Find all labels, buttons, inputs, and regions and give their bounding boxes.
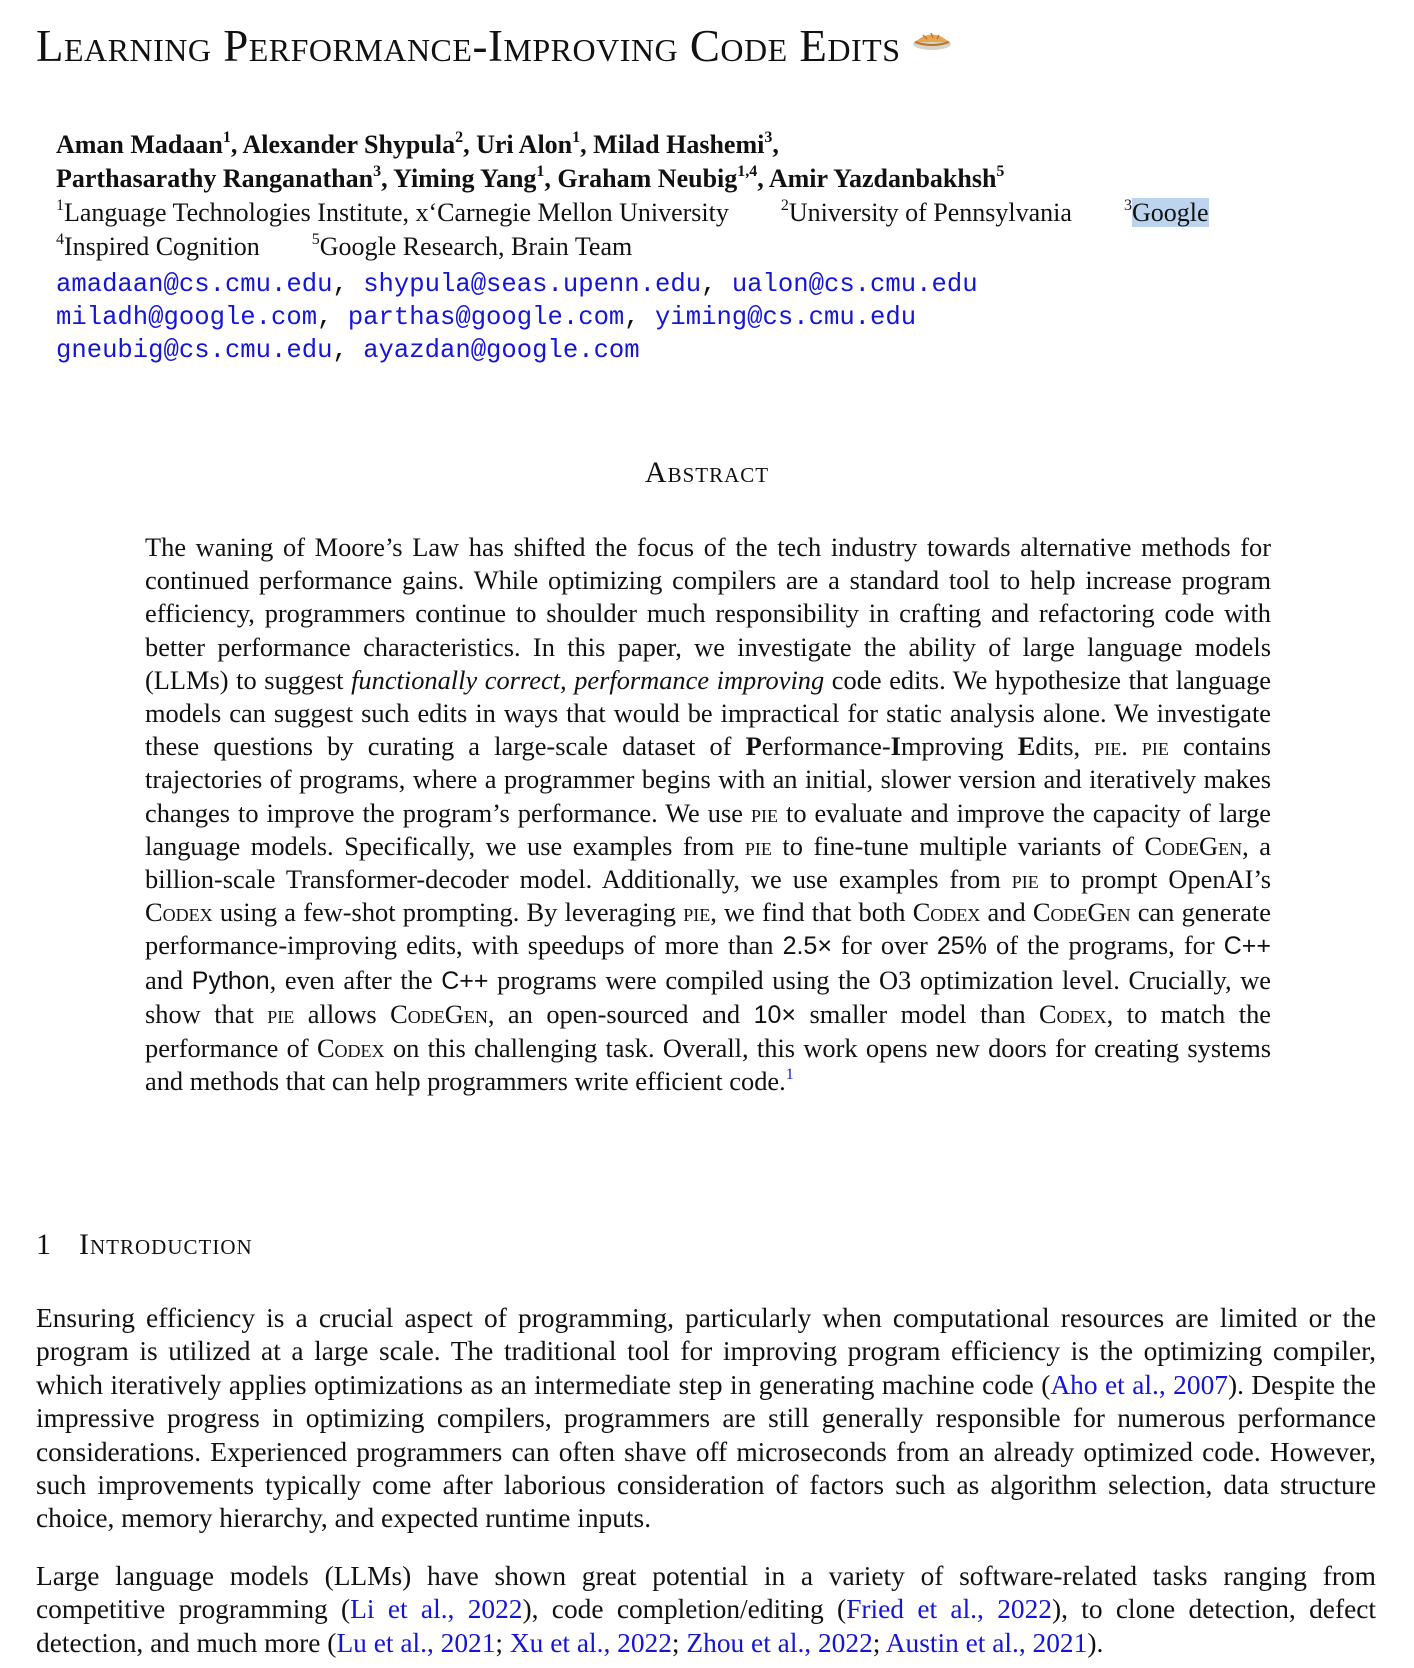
email-link[interactable]: yiming@cs.cmu.edu xyxy=(655,303,917,332)
affiliation-line-1 xyxy=(56,196,1376,230)
author-list xyxy=(56,128,1376,196)
email-line: amadaan@cs.cmu.edu, shypula@seas.upenn.edu, ualon@cs.cmu.edu xyxy=(56,270,978,299)
affiliation: $^1$Language Technologies Institute, x‘Carnegie Mellon University xyxy=(56,197,729,227)
email-link[interactable]: miladh@google.com xyxy=(56,303,318,332)
email-link[interactable]: shypula@seas.upenn.edu xyxy=(363,270,702,299)
author-line-1 xyxy=(56,128,1376,162)
section-heading-introduction: 1 Introduction xyxy=(36,1228,253,1261)
footnote-link[interactable]: 1 xyxy=(785,1066,794,1084)
author: Amir Yazdanbakhsh$^5$ xyxy=(768,163,1005,193)
pie-icon-graphic xyxy=(911,25,953,55)
author: Yiming Yang$^1$, xyxy=(393,163,558,193)
email-list xyxy=(56,268,978,367)
email-link[interactable]: parthas@google.com xyxy=(347,303,625,332)
affiliation: $^2$University of Pennsylvania xyxy=(780,197,1072,227)
affiliation: $^4$Inspired Cognition xyxy=(56,231,260,261)
selected-text-highlight[interactable]: Google xyxy=(1131,198,1209,227)
email-line: miladh@google.com, parthas@google.com, yiming@cs.cmu.edu xyxy=(56,303,917,332)
author-line-2 xyxy=(56,162,1376,196)
citation-link[interactable]: Li et al., 2022 xyxy=(350,1594,523,1625)
email-link[interactable]: amadaan@cs.cmu.edu xyxy=(56,270,333,299)
citation-link[interactable]: Fried et al., 2022 xyxy=(846,1594,1052,1625)
email-line: gneubig@cs.cmu.edu, ayazdan@google.com xyxy=(56,336,640,365)
author: Graham Neubig$^{1,4}$, xyxy=(557,163,769,193)
intro-paragraph-1: Ensuring efficiency is a crucial aspect of programming, particularly when computational resources are limited or the program is utilized at a large scale. The traditional tool for improving program efficiency is the optimizing compiler, which iteratively applies optimizations as an intermediate step in generating machine code (Aho et al., 2007). Despite the impressive progress in optimizing compilers, programmers are still generally responsible for numerous performance considerations. Experienced programmers can often shave off microseconds from an already optimized code. However, such improvements typically come after laborious consideration of factors such as algorithm selection, data structure choice, memory hierarchy, and expected runtime inputs. xyxy=(36,1303,1376,1534)
intro-paragraph-2: Large language models (LLMs) have shown great potential in a variety of software-related tasks ranging from competitive programming (Li et al., 2022), code completion/editing (Fried et al., 2022), to clone detection, defect detection, and much more (Lu et al., 2021; Xu et al., 2022; Zhou et al., 2022; Austin et al., 2021). xyxy=(36,1561,1376,1658)
citation-link[interactable]: Austin et al., 2021 xyxy=(885,1627,1088,1658)
author: Alexander Shypula$^2$, xyxy=(242,129,477,159)
citation-link[interactable]: Zhou et al., 2022 xyxy=(686,1627,873,1658)
citation-link[interactable]: Xu et al., 2022 xyxy=(509,1627,672,1658)
email-link[interactable]: gneubig@cs.cmu.edu xyxy=(56,336,333,365)
affiliation-line-2 xyxy=(56,230,1376,264)
affiliation: $^3$Google xyxy=(1123,197,1209,227)
pie-icon xyxy=(911,14,953,66)
author: Parthasarathy Ranganathan$^3$, xyxy=(56,163,394,193)
affiliation: $^5$Google Research, Brain Team xyxy=(311,231,633,261)
paper-title: Learning Performance-Improving Code Edits xyxy=(36,14,953,72)
email-link[interactable]: ualon@cs.cmu.edu xyxy=(731,270,978,299)
author: Aman Madaan$^1$, xyxy=(56,129,243,159)
abstract-body: The waning of Moore’s Law has shifted the focus of the tech industry towards alternative methods for continued performance gains. While optimizing compilers are a standard tool to help increase program efficiency, programmers continue to shoulder much responsibility in crafting and refactoring code with better performance characteristics. In this paper, we investigate the ability of large language models (LLMs) to suggest functionally correct, performance improving code edits. We hypothesize that language models can suggest such edits in ways that would be impractical for static analysis alone. We investigate these questions by curating a large-scale dataset of Performance-Improving Edits, pie. pie contains trajectories of programs, where a programmer begins with an initial, slower version and iteratively makes changes to improve the program’s performance. We use pie to evaluate and improve the capacity of large language models. Specifically, we use examples from pie to fine-tune multiple variants of CodeGen, a billion-scale Transformer-decoder model. Additionally, we use examples from pie to prompt OpenAI’s Codex using a few-shot prompting. By leveraging pie, we find that both Codex and CodeGen can generate performance-improving edits, with speedups of more than 2.5× for over 25% of the programs, for C++ and Python, even after the C++ programs were compiled using the O3 optimization level. Crucially, we show that pie allows CodeGen, an open-sourced and 10× smaller model than Codex, to match the performance of Codex on this challenging task. Overall, this work opens new doors for creating systems and methods that can help programmers write efficient code.$^1$ xyxy=(145,532,1272,1097)
abstract-heading: Abstract xyxy=(644,456,770,489)
citation-link[interactable]: Aho et al., 2007 xyxy=(1050,1369,1228,1400)
author: Milad Hashemi$^3$, xyxy=(593,129,779,159)
email-link[interactable]: ayazdan@google.com xyxy=(363,336,640,365)
author: Uri Alon$^1$, xyxy=(476,129,594,159)
citation-link[interactable]: Lu et al., 2021 xyxy=(336,1627,496,1658)
